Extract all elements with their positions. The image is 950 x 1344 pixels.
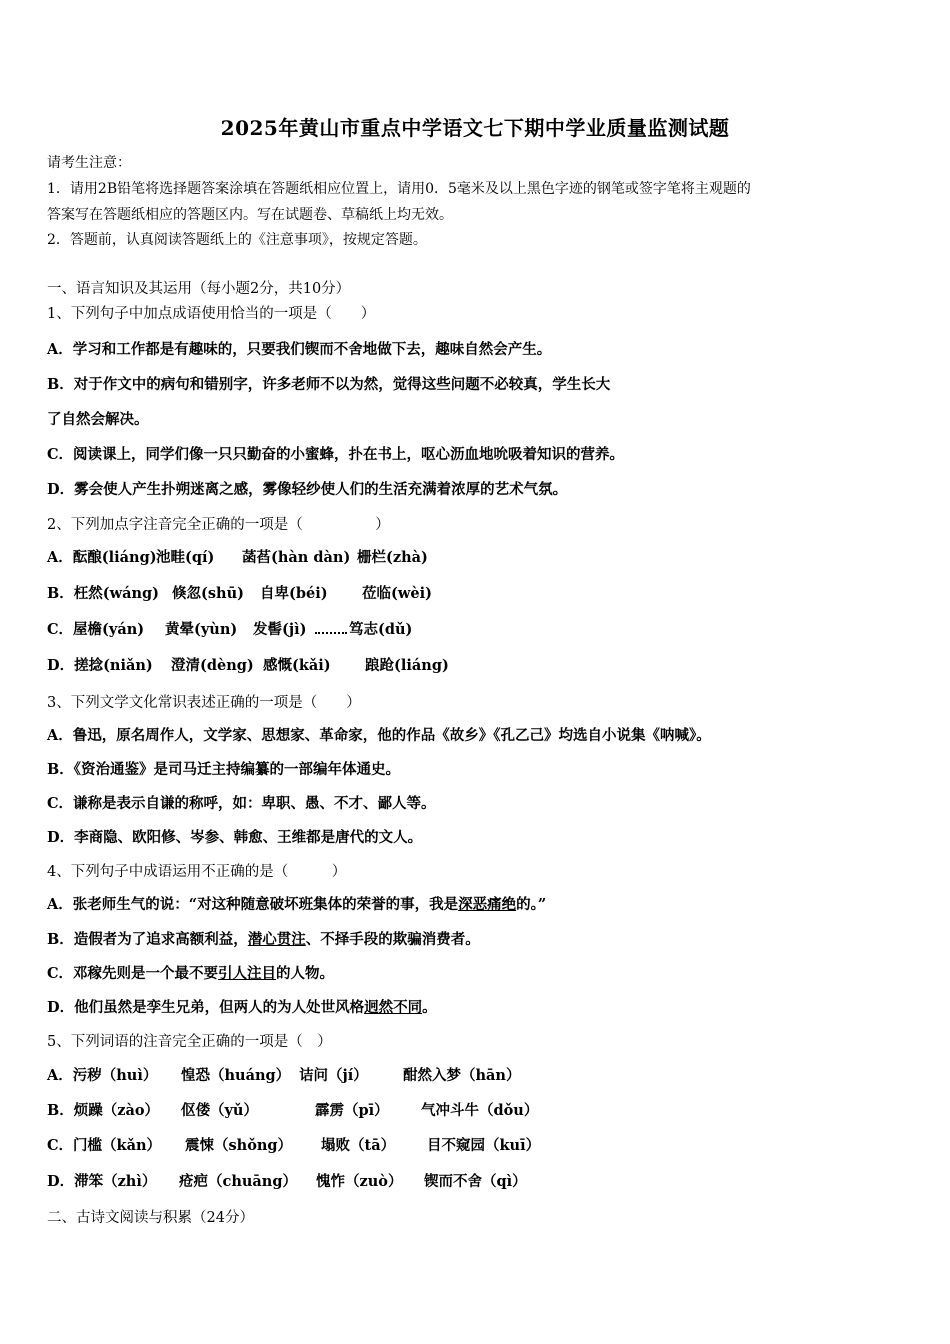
q2-b-word-1: B．枉然(wáng) bbox=[47, 585, 160, 602]
q2-option-a bbox=[47, 546, 428, 567]
q2-c-word-2: 黄晕(yùn) bbox=[165, 621, 238, 638]
q4-b-underlined-idiom: 潜心贯注 bbox=[247, 931, 306, 948]
q5-c-word-4: 目不窥园（kuī） bbox=[427, 1137, 541, 1154]
q3-option-b: B．《资治通鉴》是司马迁主持编纂的一部编年体通史。 bbox=[47, 761, 401, 778]
notice-line-2: 答案写在答题纸相应的答题区内。写在试题卷、草稿纸上均无效。 bbox=[47, 207, 453, 223]
q2-option-b bbox=[47, 582, 432, 603]
q2-c-dotted-blank bbox=[315, 631, 347, 634]
q5-d-word-2: 疮疤（chuāng） bbox=[179, 1173, 297, 1190]
q2-stem: 2、下列加点字注音完全正确的一项是（ ） bbox=[47, 517, 390, 533]
q5-a-word-2: 惶恐（huáng） bbox=[181, 1067, 291, 1084]
q5-stem: 5、下列词语的注音完全正确的一项是（ ） bbox=[47, 1034, 332, 1050]
q5-option-a bbox=[47, 1064, 520, 1085]
q2-c-word-1: C．屋檐(yán) bbox=[47, 621, 145, 638]
q5-a-word-1: A．污秽（huì） bbox=[47, 1067, 158, 1084]
q4-a-underlined-idiom: 深恶痛绝 bbox=[458, 896, 517, 913]
section-2-heading: 二、古诗文阅读与积累（24分） bbox=[47, 1210, 254, 1226]
q5-b-word-3: 霹雳（pī） bbox=[315, 1102, 389, 1119]
q5-c-word-2: 震悚（shǒng） bbox=[185, 1137, 293, 1154]
q5-c-word-3: 塌败（tā） bbox=[321, 1137, 396, 1154]
q2-a-word-4: 栅栏(zhà) bbox=[357, 549, 428, 566]
section-1-heading: 一、语言知识及其运用（每小题2分，共10分） bbox=[47, 281, 351, 297]
notice-line-3: 2．答题前，认真阅读答题纸上的《注意事项》，按规定答题。 bbox=[47, 232, 427, 248]
q1-option-b: B．对于作文中的病句和错别字，许多老师不以为然，觉得这些问题不必较真，学生长大 bbox=[47, 376, 611, 393]
q2-b-word-2: 倏忽(shū) bbox=[172, 585, 244, 602]
q4-option-d bbox=[47, 996, 437, 1017]
notice-line-1: 1．请用2B铅笔将选择题答案涂填在答题纸相应位置上，请用0．5毫米及以上黑色字迹的钢笔或签字笔将主观题的 bbox=[47, 181, 751, 197]
q3-option-d: D．李商隐、欧阳修、岑参、韩愈、王维都是唐代的文人。 bbox=[47, 829, 423, 846]
q2-a-word-2: 池畦(qí) bbox=[156, 549, 215, 566]
q2-d-word-2: 澄清(dèng) bbox=[171, 657, 254, 674]
q4-option-b bbox=[47, 928, 480, 949]
q2-d-word-3: 感慨(kǎi) bbox=[263, 657, 331, 674]
q2-b-word-3: 自卑(béi) bbox=[260, 585, 328, 602]
q4-d-text-pre: D．他们虽然是孪生兄弟，但两人的为人处世风格 bbox=[47, 999, 365, 1016]
q4-a-text-post: 的。” bbox=[516, 896, 547, 913]
q5-d-word-1: D．滞笨（zhì） bbox=[47, 1173, 157, 1190]
q4-c-text-pre: C．邓稼先则是一个最不要 bbox=[47, 965, 219, 982]
q2-option-c bbox=[47, 618, 412, 639]
q3-option-c: C．谦称是表示自谦的称呼，如：卑职、愚、不才、鄙人等。 bbox=[47, 795, 436, 812]
q4-option-c bbox=[47, 962, 334, 983]
q5-a-word-3: 诘问（jí） bbox=[299, 1067, 368, 1084]
q5-b-word-1: B．烦躁（zào） bbox=[47, 1102, 160, 1119]
q5-b-word-2: 伛偻（yǔ） bbox=[181, 1102, 258, 1119]
q4-d-text-post: 。 bbox=[422, 999, 437, 1016]
q2-option-d bbox=[47, 654, 449, 675]
q4-c-underlined-idiom: 引人注目 bbox=[218, 965, 277, 982]
q1-option-a: A．学习和工作都是有趣味的，只要我们锲而不舍地做下去，趣味自然会产生。 bbox=[47, 341, 552, 358]
q4-c-text-post: 的人物。 bbox=[276, 965, 335, 982]
q1-stem: 1、下列句子中加点成语使用恰当的一项是（ ） bbox=[47, 306, 376, 322]
q5-d-word-3: 愧怍（zuò） bbox=[316, 1173, 403, 1190]
q5-c-word-1: C．门槛（kǎn） bbox=[47, 1137, 162, 1154]
q2-a-word-3: 菡萏(hàn dàn) bbox=[242, 549, 351, 566]
q4-b-text-post: 、不择手段的欺骗消费者。 bbox=[305, 931, 480, 948]
q4-stem: 4、下列句子中成语运用不正确的是（ ） bbox=[47, 864, 347, 880]
q1-option-b-cont: 了自然会解决。 bbox=[47, 411, 149, 428]
q4-a-text-pre: A．张老师生气的说：“对这种随意破坏班集体的荣誉的事，我是 bbox=[47, 896, 459, 913]
q5-b-word-4: 气冲斗牛（dǒu） bbox=[421, 1102, 539, 1119]
q2-b-word-4: 莅临(wèi) bbox=[362, 585, 432, 602]
q1-option-c: C．阅读课上，同学们像一只只勤奋的小蜜蜂，扑在书上，呕心沥血地吮吸着知识的营养。 bbox=[47, 446, 625, 463]
q4-b-text-pre: B．造假者为了追求高额利益， bbox=[47, 931, 248, 948]
q2-a-word-1: A．酝酿(liáng) bbox=[47, 549, 157, 566]
q5-a-word-4: 酣然入梦（hān） bbox=[403, 1067, 521, 1084]
q5-option-d bbox=[47, 1170, 527, 1191]
q5-option-c bbox=[47, 1134, 540, 1155]
q2-c-word-4: 笃志(dǔ) bbox=[349, 621, 413, 638]
q2-d-word-1: D．搓捻(niǎn) bbox=[47, 657, 153, 674]
q1-option-d: D．雾会使人产生扑朔迷离之感，雾像轻纱使人们的生活充满着浓厚的艺术气氛。 bbox=[47, 481, 568, 498]
q2-c-word-3: 发髻(jì) bbox=[253, 621, 307, 638]
q4-d-underlined-idiom: 迥然不同 bbox=[364, 999, 423, 1016]
q5-d-word-4: 锲而不舍（qì） bbox=[424, 1173, 527, 1190]
notice-heading: 请考生注意： bbox=[47, 155, 131, 171]
q4-option-a bbox=[47, 893, 546, 914]
page-title: 2025年黄山市重点中学语文七下期中学业质量监测试题 bbox=[220, 116, 730, 140]
q3-option-a: A．鲁迅，原名周作人，文学家、思想家、革命家，他的作品《故乡》《孔乙己》均选自小说集《呐喊》。 bbox=[47, 727, 711, 744]
q3-stem: 3、下列文学文化常识表述正确的一项是（ ） bbox=[47, 695, 361, 711]
q5-option-b bbox=[47, 1099, 538, 1120]
q2-d-word-4: 踉跄(liáng) bbox=[365, 657, 449, 674]
